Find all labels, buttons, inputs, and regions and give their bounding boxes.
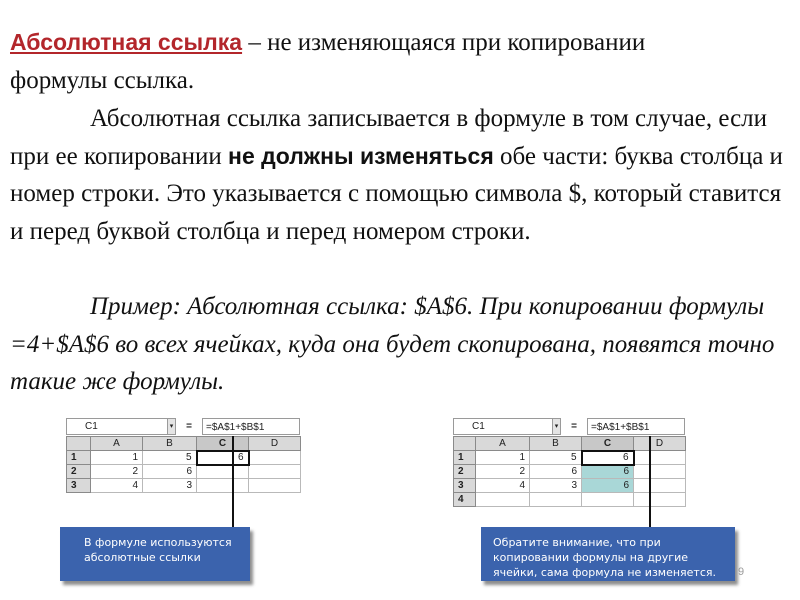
right-callout [481, 527, 735, 581]
selected-cell[interactable]: 6 [582, 465, 634, 479]
equals-sign: = [186, 421, 192, 432]
cell[interactable]: 1 [476, 451, 530, 465]
left-callout-text: В формуле используются абсолютные ссылки [84, 536, 232, 564]
name-box[interactable]: C1 [453, 418, 553, 435]
cell[interactable]: 1 [91, 451, 143, 465]
column-header-a[interactable]: A [91, 437, 143, 451]
cell[interactable] [249, 479, 301, 493]
column-header-c[interactable]: C [197, 437, 249, 451]
explanation-paragraph [10, 100, 790, 250]
explanation-bold: не должны изменяться [228, 142, 494, 169]
cell[interactable] [582, 493, 634, 507]
cell[interactable]: 2 [476, 465, 530, 479]
row-header[interactable]: 4 [454, 493, 476, 507]
right-callout-leader [649, 436, 651, 540]
definition-rest-line1: – не изменяющаяся при копировании [242, 29, 646, 56]
grid [453, 436, 686, 507]
slide-number: 9 [738, 566, 745, 578]
equals-sign: = [571, 421, 577, 432]
column-header-b[interactable]: B [530, 437, 582, 451]
formula-input[interactable]: =$A$1+$B$1 [587, 418, 685, 435]
explanation-part2: обе части: буква столбца и номер строки. Это указывается с помощью символа $, который ставится и перед буквой столбца и перед номером строки. [10, 142, 783, 245]
active-cell[interactable]: 6 [197, 451, 249, 465]
definition-paragraph [10, 24, 790, 99]
corner-cell[interactable] [67, 437, 91, 451]
definition-rest-line2: формулы ссылка. [10, 66, 195, 94]
right-callout-text: Обратите внимание, что при копировании формулы на другие ячейки, сама формула не изменяется. [493, 536, 717, 579]
grid [66, 436, 301, 493]
table-row [67, 479, 301, 493]
cell[interactable] [634, 493, 686, 507]
left-callout [60, 527, 250, 581]
column-header-b[interactable]: B [143, 437, 197, 451]
column-header-c[interactable]: C [582, 437, 634, 451]
cell[interactable] [634, 465, 686, 479]
name-box-dropdown-icon[interactable]: ▾ [553, 418, 561, 435]
cell[interactable] [197, 465, 249, 479]
active-cell[interactable]: 6 [582, 451, 634, 465]
corner-cell[interactable] [454, 437, 476, 451]
row-header[interactable]: 3 [67, 479, 91, 493]
cell[interactable] [530, 493, 582, 507]
definition-term: Абсолютная ссылка [10, 29, 243, 55]
cell[interactable]: 4 [91, 479, 143, 493]
cell[interactable] [249, 451, 301, 465]
row-header[interactable]: 1 [454, 451, 476, 465]
explanation-part1: Абсолютная ссылка записывается в формуле в том случае, если при ее копировании [10, 105, 768, 170]
row-header[interactable]: 2 [454, 465, 476, 479]
row-header[interactable]: 3 [454, 479, 476, 493]
cell[interactable]: 5 [143, 451, 197, 465]
table-row [67, 451, 301, 465]
column-header-d[interactable]: D [634, 437, 686, 451]
formula-bar [66, 418, 300, 435]
cell[interactable]: 6 [143, 465, 197, 479]
name-box[interactable]: C1 [66, 418, 168, 435]
cell[interactable] [249, 465, 301, 479]
formula-bar [453, 418, 685, 435]
cell[interactable]: 2 [91, 465, 143, 479]
cell[interactable]: 3 [530, 479, 582, 493]
formula-input[interactable]: =$A$1+$B$1 [202, 418, 300, 435]
row-header[interactable]: 1 [67, 451, 91, 465]
cell[interactable]: 3 [143, 479, 197, 493]
row-header[interactable]: 2 [67, 465, 91, 479]
table-row [67, 465, 301, 479]
left-spreadsheet [66, 418, 300, 500]
name-box-dropdown-icon[interactable]: ▾ [168, 418, 176, 435]
cell[interactable]: 5 [530, 451, 582, 465]
column-header-a[interactable]: A [476, 437, 530, 451]
example-paragraph [10, 288, 790, 401]
selected-cell[interactable]: 6 [582, 479, 634, 493]
cell[interactable] [476, 493, 530, 507]
cell[interactable]: 6 [530, 465, 582, 479]
cell[interactable] [634, 451, 686, 465]
example-text: Пример: Абсолютная ссылка: $A$6. При копировании формулы =4+$A$6 во всех ячейках, куда она будет скопирована, появятся точно такие же формулы. [10, 293, 775, 395]
column-header-d[interactable]: D [249, 437, 301, 451]
cell[interactable]: 4 [476, 479, 530, 493]
cell[interactable] [197, 479, 249, 493]
cell[interactable] [634, 479, 686, 493]
